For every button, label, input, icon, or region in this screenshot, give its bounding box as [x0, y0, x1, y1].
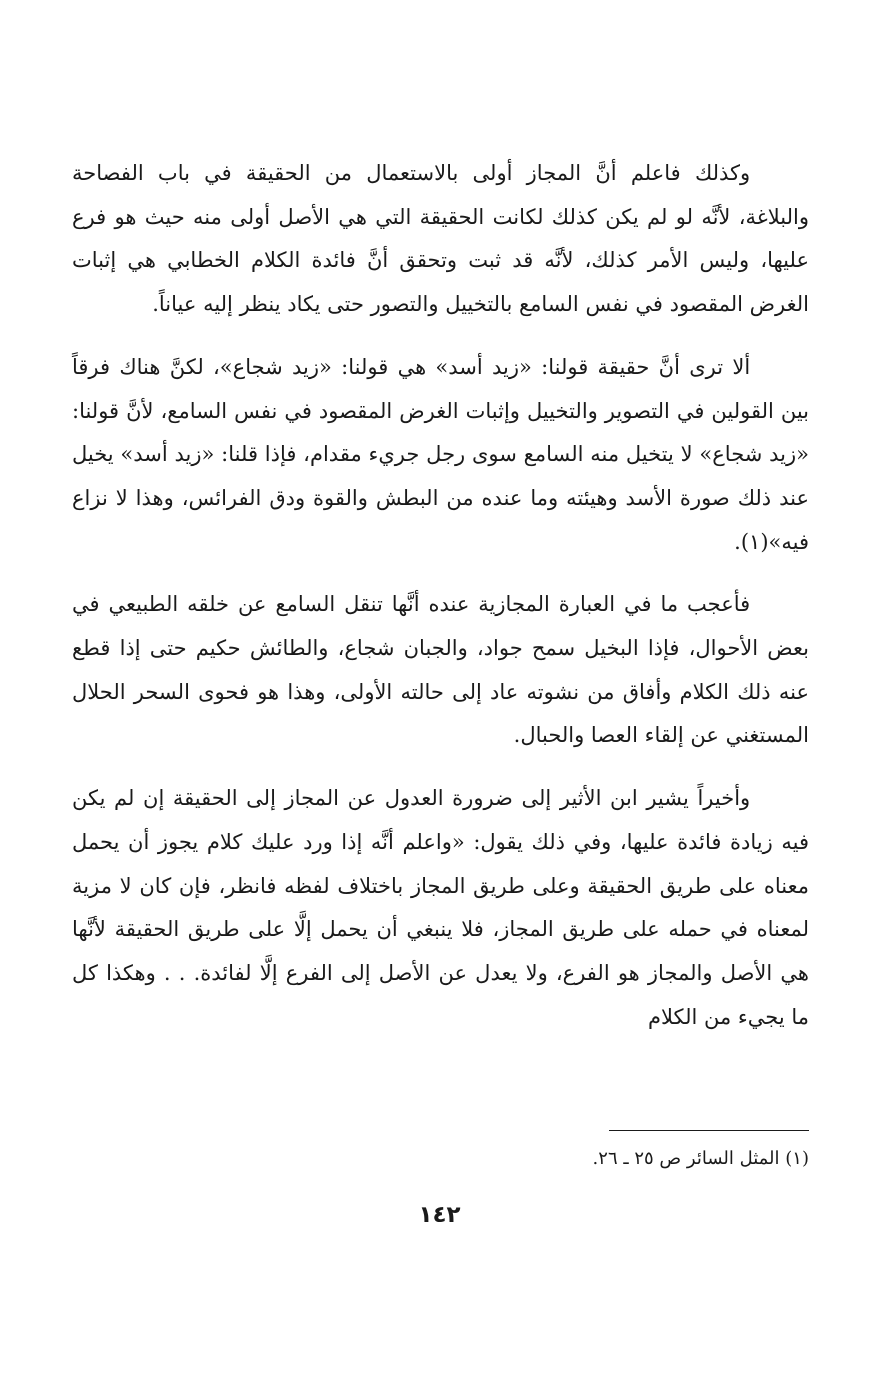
paragraph-3: فأعجب ما في العبارة المجازية عنده أنَّها تنقل السامع عن خلقه الطبيعي في بعض الأحوال، فإذا البخيل سمح جواد، والجبان شجاع، والطائش حكيم حتى إذا قطع عنه ذلك الكلام وأفاق من نشوته عاد إلى حالته الأولى، وهذا هو فحوى السحر الحلال المستغني عن إلقاء العصا والحبال. — [72, 592, 809, 748]
page-number: ١٤٢ — [418, 1202, 461, 1228]
main-text — [72, 152, 809, 1058]
paragraph-2: ألا ترى أنَّ حقيقة قولنا: «زيد أسد» هي قولنا: «زيد شجاع»، لكنَّ هناك فرقاً بين القولين في التصوير والتخييل وإثبات الغرض المقصود في نفس السامع، لأنَّ قولنا: «زيد شجاع» لا يتخيل منه السامع سوى رجل جريء مقدام، فإذا قلنا: «زيد أسد» يخيل عند ذلك صورة الأسد وهيئته وما عنده من البطش والقوة ودق الفرائس، وهذا لا نزاع فيه»(١). — [72, 354, 809, 554]
paragraph-1: وكذلك فاعلم أنَّ المجاز أولى بالاستعمال من الحقيقة في باب الفصاحة والبلاغة، لأنَّه لو لم يكن كذلك لكانت الحقيقة التي هي الأصل أولى منه حيث هو فرع عليها، وليس الأمر كذلك، لأنَّه قد ثبت وتحقق أنَّ فائدة الكلام الخطابي هي إثبات الغرض المقصود في نفس السامع بالتخييل والتصور حتى يكاد ينظر إليه عياناً. — [72, 161, 809, 317]
footnote: (١) المثل السائر ص ٢٥ ـ ٢٦. — [592, 1148, 809, 1169]
footnote-separator — [609, 1130, 809, 1131]
paragraph-4: وأخيراً يشير ابن الأثير إلى ضرورة العدول عن المجاز إلى الحقيقة إن لم يكن فيه زيادة فائدة عليها، وفي ذلك يقول: «واعلم أنَّه إذا ورد عليك كلام يجوز أن يحمل معناه على طريق الحقيقة وعلى طريق المجاز باختلاف لفظه فانظر، فإن كان لا مزية لمعناه في حمله على طريق المجاز، فلا ينبغي أن يحمل إلَّا على طريق الحقيقة لأنَّها هي الأصل والمجاز هو الفرع، ولا يعدل عن الأصل إلى الفرع إلَّا لفائدة. . . وهكذا كل ما يجيء من الكلام — [72, 786, 809, 1029]
